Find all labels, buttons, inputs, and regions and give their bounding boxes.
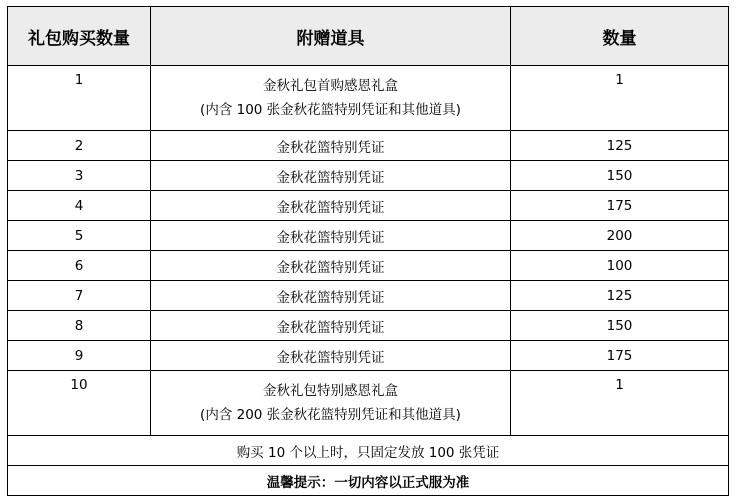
table-row bbox=[8, 251, 729, 281]
item-line-2: (内含 100 张金秋花篮特别凭证和其他道具) bbox=[200, 102, 461, 118]
table-row bbox=[8, 191, 729, 221]
cell-item: 金秋花篮特别凭证 bbox=[151, 221, 511, 251]
purchase-limit-note: 购买 10 个以上时，只固定发放 100 张凭证 bbox=[8, 436, 729, 466]
cell-qty: 175 bbox=[511, 191, 729, 221]
table-row bbox=[8, 281, 729, 311]
header-bonus-item: 附赠道具 bbox=[151, 7, 511, 66]
cell-qty: 125 bbox=[511, 131, 729, 161]
cell-qty: 125 bbox=[511, 281, 729, 311]
warm-tip: 温馨提示：一切内容以正式服为准 bbox=[8, 466, 729, 496]
table-row bbox=[8, 311, 729, 341]
cell-qty: 175 bbox=[511, 341, 729, 371]
header-quantity: 数量 bbox=[511, 7, 729, 66]
cell-count: 3 bbox=[8, 161, 151, 191]
cell-qty: 150 bbox=[511, 161, 729, 191]
item-line-2: (内含 200 张金秋花篮特别凭证和其他道具) bbox=[200, 407, 461, 423]
cell-item: 金秋花篮特别凭证 bbox=[151, 191, 511, 221]
table-row bbox=[8, 161, 729, 191]
cell-qty: 1 bbox=[511, 371, 729, 436]
cell-qty: 1 bbox=[511, 66, 729, 131]
cell-item: 金秋花篮特别凭证 bbox=[151, 251, 511, 281]
cell-count: 6 bbox=[8, 251, 151, 281]
cell-item: 金秋花篮特别凭证 bbox=[151, 161, 511, 191]
cell-count: 8 bbox=[8, 311, 151, 341]
note-row bbox=[8, 436, 729, 466]
cell-item: 金秋花篮特别凭证 bbox=[151, 341, 511, 371]
cell-item bbox=[151, 66, 511, 131]
item-line-1: 金秋礼包特别感恩礼盒 bbox=[263, 383, 398, 399]
header-purchase-count: 礼包购买数量 bbox=[8, 7, 151, 66]
tip-row bbox=[8, 466, 729, 496]
cell-count: 7 bbox=[8, 281, 151, 311]
cell-count: 10 bbox=[8, 371, 151, 436]
gift-bonus-table bbox=[7, 6, 729, 496]
cell-item bbox=[151, 371, 511, 436]
cell-count: 5 bbox=[8, 221, 151, 251]
cell-count: 4 bbox=[8, 191, 151, 221]
table-row bbox=[8, 371, 729, 436]
table-row bbox=[8, 66, 729, 131]
table-row bbox=[8, 131, 729, 161]
cell-count: 9 bbox=[8, 341, 151, 371]
cell-count: 1 bbox=[8, 66, 151, 131]
table-row bbox=[8, 221, 729, 251]
table-row bbox=[8, 341, 729, 371]
cell-qty: 100 bbox=[511, 251, 729, 281]
cell-item: 金秋花篮特别凭证 bbox=[151, 311, 511, 341]
cell-qty: 150 bbox=[511, 311, 729, 341]
cell-item: 金秋花篮特别凭证 bbox=[151, 131, 511, 161]
item-line-1: 金秋礼包首购感恩礼盒 bbox=[263, 78, 398, 94]
table-header-row bbox=[8, 7, 729, 66]
cell-count: 2 bbox=[8, 131, 151, 161]
cell-qty: 200 bbox=[511, 221, 729, 251]
cell-item: 金秋花篮特别凭证 bbox=[151, 281, 511, 311]
